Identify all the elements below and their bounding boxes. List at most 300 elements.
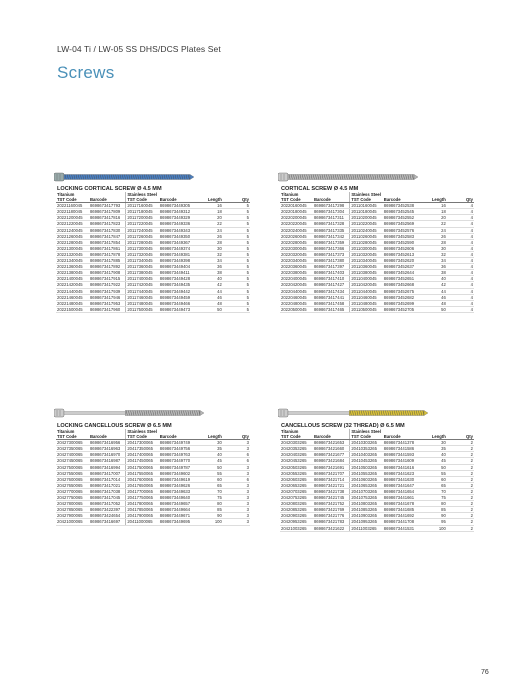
table-cell: 8698673452576 bbox=[383, 227, 420, 233]
table-cell: 8698673417830 bbox=[89, 227, 126, 233]
table-cell: 8698673417922 bbox=[89, 282, 126, 288]
table-cell: 20410403265 bbox=[350, 452, 383, 458]
table-cell: 22 bbox=[196, 221, 223, 227]
table-cell: 5 bbox=[223, 270, 250, 276]
table-cell: 50 bbox=[420, 306, 447, 312]
table-cell: 8698673416963 bbox=[89, 446, 126, 452]
table-cell: 55 bbox=[196, 470, 223, 476]
table-cell: 20110360045 bbox=[350, 264, 383, 270]
table-cell: 8698673452699 bbox=[383, 300, 420, 306]
table-cell: 8698673449749 bbox=[159, 440, 196, 446]
table-cell: 20411000065 bbox=[126, 519, 159, 525]
table-cell: 20221180045 bbox=[56, 209, 89, 215]
table-cell: 20417500065 bbox=[126, 464, 159, 470]
table-cell: 8698673449350 bbox=[159, 233, 196, 239]
table-cell: 20420453265 bbox=[280, 458, 313, 464]
table-cell: 8698673449428 bbox=[159, 276, 196, 282]
table-cell: 20110320045 bbox=[350, 251, 383, 257]
table-cell: 20220360045 bbox=[280, 264, 313, 270]
table-cell: 20427400065 bbox=[56, 452, 89, 458]
table-cell: 8698673441586 bbox=[383, 446, 420, 452]
table-cell: 8698673452675 bbox=[383, 288, 420, 294]
table-cell: 8698673452538 bbox=[383, 203, 420, 209]
table-cell: 20221500045 bbox=[56, 306, 89, 312]
table-cell: 20410503265 bbox=[350, 464, 383, 470]
locking-cancellous-screw-title: LOCKING CANCELLOUS SCREW Ø 6.5 MM bbox=[57, 423, 172, 429]
table-cell: 20117420045 bbox=[126, 282, 159, 288]
table-cell: 20221160045 bbox=[56, 203, 89, 209]
table-cell: 20420953265 bbox=[280, 519, 313, 525]
table-cell: 20220500045 bbox=[280, 306, 313, 312]
table-cell: 4 bbox=[447, 282, 474, 288]
table-cell: 34 bbox=[420, 258, 447, 264]
table-cell: 5 bbox=[223, 203, 250, 209]
column-header: Length bbox=[420, 434, 447, 440]
table-cell: 16 bbox=[196, 203, 223, 209]
table-cell: 20220160045 bbox=[280, 203, 313, 209]
table-cell: 95 bbox=[420, 519, 447, 525]
table-cell: 20117300045 bbox=[126, 245, 159, 251]
table-cell: 8698673417366 bbox=[313, 245, 350, 251]
table-cell: 8698673441708 bbox=[383, 519, 420, 525]
column-header: TST Code bbox=[56, 434, 89, 440]
table-cell: 8698673441630 bbox=[383, 476, 420, 482]
table-cell: 20417550065 bbox=[126, 470, 159, 476]
table-cell: 8698673416994 bbox=[89, 464, 126, 470]
table-cell: 8698673416970 bbox=[89, 452, 126, 458]
table-cell: 50 bbox=[196, 464, 223, 470]
column-header: Barcode bbox=[159, 197, 196, 203]
table-cell: 5 bbox=[223, 215, 250, 221]
table-cell: 4 bbox=[447, 227, 474, 233]
table-cell: 8698673449664 bbox=[159, 507, 196, 513]
table-cell: 20420603265 bbox=[280, 476, 313, 482]
material-stainless-header: Stainless Steel bbox=[126, 192, 250, 197]
column-header: Qty bbox=[447, 434, 474, 440]
table-cell: 20410853265 bbox=[350, 507, 383, 513]
table-cell: 8698673452552 bbox=[383, 215, 420, 221]
table-cell: 20110500045 bbox=[350, 306, 383, 312]
table-cell: 2 bbox=[447, 470, 474, 476]
table-cell: 8698673449305 bbox=[159, 203, 196, 209]
table-cell: 30 bbox=[420, 440, 447, 446]
table-cell: 8698673417878 bbox=[89, 251, 126, 257]
table-cell: 8698673417953 bbox=[89, 300, 126, 306]
table-cell: 20110260045 bbox=[350, 233, 383, 239]
table-cell: 100 bbox=[420, 525, 447, 531]
table-cell: 20410903265 bbox=[350, 513, 383, 519]
column-header: TST Code bbox=[280, 434, 313, 440]
table-cell: 8698673449619 bbox=[159, 476, 196, 482]
table-cell: 8698673417908 bbox=[89, 270, 126, 276]
table-cell: 44 bbox=[196, 288, 223, 294]
table-cell: 20220260045 bbox=[280, 233, 313, 239]
table-cell: 8698673441609 bbox=[383, 458, 420, 464]
table-cell: 20220220045 bbox=[280, 221, 313, 227]
table-cell: 20110180045 bbox=[350, 209, 383, 215]
table-cell: 20117260045 bbox=[126, 233, 159, 239]
table-cell: 4 bbox=[447, 239, 474, 245]
table-cell: 4 bbox=[447, 270, 474, 276]
table-cell: 46 bbox=[420, 294, 447, 300]
table-cell: 20117180045 bbox=[126, 209, 159, 215]
column-header: Length bbox=[196, 434, 223, 440]
table-cell: 8698673441685 bbox=[383, 507, 420, 513]
table-cell: 20221320045 bbox=[56, 251, 89, 257]
table-cell: 20427300065 bbox=[56, 440, 89, 446]
column-header: Qty bbox=[447, 197, 474, 203]
table-cell: 3 bbox=[223, 488, 250, 494]
table-cell: 20417850065 bbox=[126, 507, 159, 513]
table-cell: 20110480045 bbox=[350, 300, 383, 306]
table-cell: 20420653265 bbox=[280, 482, 313, 488]
table-cell: 40 bbox=[196, 452, 223, 458]
table-cell: 20221260045 bbox=[56, 233, 89, 239]
material-titanium-header: Titanium bbox=[57, 429, 75, 434]
table-cell: 45 bbox=[420, 458, 447, 464]
table-cell: 8698673417380 bbox=[313, 258, 350, 264]
table-cell: 8698673449459 bbox=[159, 294, 196, 300]
table-cell: 5 bbox=[223, 239, 250, 245]
table-cell: 70 bbox=[420, 488, 447, 494]
table-cell: 8698673449657 bbox=[159, 501, 196, 507]
table-cell: 8698673417021 bbox=[89, 482, 126, 488]
table-cell: 2 bbox=[447, 495, 474, 501]
table-cell: 46 bbox=[196, 294, 223, 300]
table-cell: 5 bbox=[223, 251, 250, 257]
table-cell: 8698673417892 bbox=[89, 264, 126, 270]
table-cell: 8698673417946 bbox=[89, 294, 126, 300]
table-cell: 20110160045 bbox=[350, 203, 383, 209]
column-header: Barcode bbox=[89, 434, 126, 440]
table-cell: 3 bbox=[223, 513, 250, 519]
locking-cortical-screw-table bbox=[56, 192, 250, 313]
table-cell: 20221420045 bbox=[56, 282, 89, 288]
table-cell: 8698673417816 bbox=[89, 215, 126, 221]
table-cell: 26 bbox=[196, 233, 223, 239]
table-cell: 8698673417847 bbox=[89, 233, 126, 239]
table-row bbox=[56, 519, 250, 525]
table-cell: 5 bbox=[223, 233, 250, 239]
table-cell: 8698673449374 bbox=[159, 245, 196, 251]
column-header: Barcode bbox=[159, 434, 196, 440]
table-cell: 50 bbox=[420, 464, 447, 470]
table-cell: 40 bbox=[196, 276, 223, 282]
table-cell: 20417750065 bbox=[126, 495, 159, 501]
table-cell: 8698673449763 bbox=[159, 452, 196, 458]
table-cell: 20221480045 bbox=[56, 300, 89, 306]
table-cell: 8698673441647 bbox=[383, 482, 420, 488]
table-cell: 8698673422397 bbox=[89, 507, 126, 513]
table-cell: 2 bbox=[447, 446, 474, 452]
table-cell: 8698673449435 bbox=[159, 282, 196, 288]
table-cell: 20427900065 bbox=[56, 513, 89, 519]
table-cell: 20221400045 bbox=[56, 276, 89, 282]
table-cell: 20410303265 bbox=[350, 440, 383, 446]
table-cell: 20221300045 bbox=[56, 245, 89, 251]
table-cell: 8698673417434 bbox=[313, 288, 350, 294]
table-cell: 3 bbox=[223, 507, 250, 513]
table-cell: 8698673421677 bbox=[313, 452, 350, 458]
table-cell: 8698673424654 bbox=[89, 513, 126, 519]
table-cell: 20410703265 bbox=[350, 488, 383, 494]
table-cell: 2 bbox=[447, 501, 474, 507]
table-cell: 20420853265 bbox=[280, 507, 313, 513]
table-cell: 8698673417373 bbox=[313, 251, 350, 257]
table-cell: 20221200045 bbox=[56, 215, 89, 221]
page-number: 76 bbox=[481, 669, 489, 676]
table-cell: 20221280045 bbox=[56, 239, 89, 245]
table-cell: 8698673421776 bbox=[313, 513, 350, 519]
table-cell: 3 bbox=[223, 440, 250, 446]
table-cell: 8698673449466 bbox=[159, 300, 196, 306]
table-cell: 20420703265 bbox=[280, 488, 313, 494]
table-cell: 20117400045 bbox=[126, 276, 159, 282]
locking-cortical-screw-image bbox=[54, 172, 194, 182]
table-cell: 20221340045 bbox=[56, 258, 89, 264]
table-cell: 85 bbox=[196, 507, 223, 513]
table-cell: 20420553265 bbox=[280, 470, 313, 476]
table-cell: 30 bbox=[420, 245, 447, 251]
cortical-screw-title: CORTICAL SCREW Ø 4.5 MM bbox=[281, 186, 359, 192]
table-cell: 28 bbox=[420, 239, 447, 245]
table-cell: 8698673417038 bbox=[89, 488, 126, 494]
table-cell: 8698673417397 bbox=[313, 264, 350, 270]
table-cell: 8698673417052 bbox=[89, 501, 126, 507]
table-cell: 20411003265 bbox=[350, 525, 383, 531]
table-cell: 8698673449695 bbox=[159, 519, 196, 525]
table-cell: 24 bbox=[420, 227, 447, 233]
table-cell: 20 bbox=[196, 215, 223, 221]
table-cell: 20417350065 bbox=[126, 446, 159, 452]
table-cell: 20417450065 bbox=[126, 458, 159, 464]
table-cell: 5 bbox=[223, 288, 250, 294]
table-cell: 5 bbox=[223, 245, 250, 251]
table-cell: 32 bbox=[196, 251, 223, 257]
table-cell: 6 bbox=[223, 452, 250, 458]
column-header: Barcode bbox=[313, 197, 350, 203]
table-cell: 8698673421653 bbox=[313, 440, 350, 446]
table-cell: 8698673417458 bbox=[313, 300, 350, 306]
table-cell: 20427700065 bbox=[56, 488, 89, 494]
table-cell: 38 bbox=[196, 270, 223, 276]
table-cell: 4 bbox=[447, 233, 474, 239]
table-cell: 8698673417854 bbox=[89, 239, 126, 245]
table-cell: 4 bbox=[447, 221, 474, 227]
table-cell: 8698673417403 bbox=[313, 270, 350, 276]
table-cell: 20221440045 bbox=[56, 288, 89, 294]
table-cell: 8698673417045 bbox=[89, 495, 126, 501]
table-cell: 20117280045 bbox=[126, 239, 159, 245]
column-header: Qty bbox=[223, 197, 250, 203]
table-cell: 8698673449787 bbox=[159, 464, 196, 470]
cancellous-screw-table bbox=[280, 429, 474, 532]
table-cell: 8698673452644 bbox=[383, 270, 420, 276]
column-header: TST Code bbox=[56, 197, 89, 203]
table-cell: 2 bbox=[447, 488, 474, 494]
table-cell: 20110340045 bbox=[350, 258, 383, 264]
table-cell: 85 bbox=[420, 507, 447, 513]
table-cell: 20410753265 bbox=[350, 495, 383, 501]
table-cell: 8698673441616 bbox=[383, 464, 420, 470]
table-cell: 8698673452620 bbox=[383, 258, 420, 264]
table-cell: 8698673421769 bbox=[313, 507, 350, 513]
table-cell: 20427800065 bbox=[56, 501, 89, 507]
table-cell: 20221360045 bbox=[56, 264, 89, 270]
table-cell: 20110280045 bbox=[350, 239, 383, 245]
table-cell: 20110240045 bbox=[350, 227, 383, 233]
material-stainless-header: Stainless Steel bbox=[126, 429, 250, 434]
material-stainless-header: Stainless Steel bbox=[350, 429, 474, 434]
column-header: TST Code bbox=[350, 434, 383, 440]
table-cell: 8698673417410 bbox=[313, 276, 350, 282]
table-cell: 5 bbox=[223, 209, 250, 215]
table-cell: 8698673452705 bbox=[383, 306, 420, 312]
cancellous-screw-title: CANCELLOUS SCREW (32 THREAD) Ø 6.5 MM bbox=[281, 423, 405, 429]
material-titanium-header: Titanium bbox=[281, 192, 299, 197]
table-cell: 42 bbox=[420, 282, 447, 288]
table-cell: 2 bbox=[447, 458, 474, 464]
table-cell: 8698673417298 bbox=[313, 203, 350, 209]
column-header: Barcode bbox=[89, 197, 126, 203]
table-cell: 8698673421721 bbox=[313, 482, 350, 488]
table-cell: 24 bbox=[196, 227, 223, 233]
table-cell: 5 bbox=[223, 258, 250, 264]
table-cell: 40 bbox=[420, 452, 447, 458]
table-cell: 8698673421691 bbox=[313, 464, 350, 470]
table-cell: 8698673449602 bbox=[159, 470, 196, 476]
table-cell: 8698673449343 bbox=[159, 227, 196, 233]
table-cell: 4 bbox=[447, 258, 474, 264]
table-cell: 2 bbox=[447, 482, 474, 488]
table-cell: 2 bbox=[447, 519, 474, 525]
table-cell: 20420903265 bbox=[280, 513, 313, 519]
table-cell: 20 bbox=[420, 215, 447, 221]
table-cell: 20427350065 bbox=[56, 446, 89, 452]
table-cell: 4 bbox=[447, 251, 474, 257]
table-cell: 20117480045 bbox=[126, 300, 159, 306]
table-cell: 8698673449336 bbox=[159, 221, 196, 227]
table-cell: 8698673417960 bbox=[89, 306, 126, 312]
table-cell: 20117240045 bbox=[126, 227, 159, 233]
table-cell: 50 bbox=[196, 306, 223, 312]
table-cell: 2 bbox=[447, 464, 474, 470]
table-cell: 8698673416956 bbox=[89, 440, 126, 446]
table-cell: 8698673421660 bbox=[313, 446, 350, 452]
table-cell: 75 bbox=[420, 495, 447, 501]
table-cell: 20417600065 bbox=[126, 476, 159, 482]
table-cell: 8698673417885 bbox=[89, 258, 126, 264]
table-cell: 3 bbox=[223, 464, 250, 470]
table-cell: 20421003265 bbox=[280, 525, 313, 531]
table-row bbox=[56, 306, 250, 312]
table-cell: 8698673421752 bbox=[313, 501, 350, 507]
table-cell: 20220440045 bbox=[280, 288, 313, 294]
table-cell: 100 bbox=[196, 519, 223, 525]
table-cell: 4 bbox=[447, 203, 474, 209]
table-cell: 42 bbox=[196, 282, 223, 288]
table-cell: 70 bbox=[196, 488, 223, 494]
table-cell: 20117200045 bbox=[126, 215, 159, 221]
table-cell: 20421000065 bbox=[56, 519, 89, 525]
table-cell: 20117320045 bbox=[126, 251, 159, 257]
table-cell: 80 bbox=[196, 501, 223, 507]
table-cell: 4 bbox=[447, 245, 474, 251]
table-cell: 60 bbox=[420, 476, 447, 482]
table-row bbox=[280, 306, 474, 312]
table-cell: 8698673441531 bbox=[383, 525, 420, 531]
table-cell: 36 bbox=[196, 264, 223, 270]
cancellous-screw-image bbox=[278, 408, 428, 418]
table-cell: 30 bbox=[196, 440, 223, 446]
table-cell: 20221460045 bbox=[56, 294, 89, 300]
table-cell: 8698673452637 bbox=[383, 264, 420, 270]
table-cell: 20117460045 bbox=[126, 294, 159, 300]
table-cell: 20410803265 bbox=[350, 501, 383, 507]
table-cell: 40 bbox=[420, 276, 447, 282]
table-cell: 4 bbox=[447, 276, 474, 282]
table-cell: 20427500065 bbox=[56, 464, 89, 470]
table-cell: 18 bbox=[420, 209, 447, 215]
table-cell: 20220420045 bbox=[280, 282, 313, 288]
table-cell: 20220300045 bbox=[280, 245, 313, 251]
column-header: TST Code bbox=[126, 197, 159, 203]
table-cell: 20110300045 bbox=[350, 245, 383, 251]
table-cell: 60 bbox=[196, 476, 223, 482]
column-header: Barcode bbox=[313, 434, 350, 440]
table-cell: 2 bbox=[447, 525, 474, 531]
table-cell: 8698673449404 bbox=[159, 264, 196, 270]
table-cell: 8698673449381 bbox=[159, 251, 196, 257]
table-cell: 44 bbox=[420, 288, 447, 294]
table-cell: 20117500045 bbox=[126, 306, 159, 312]
table-cell: 8698673452606 bbox=[383, 245, 420, 251]
table-cell: 20220340045 bbox=[280, 258, 313, 264]
table-cell: 20420803265 bbox=[280, 501, 313, 507]
table-cell: 48 bbox=[420, 300, 447, 306]
table-cell: 8698673441623 bbox=[383, 470, 420, 476]
table-cell: 8698673441593 bbox=[383, 452, 420, 458]
table-cell: 8698673421707 bbox=[313, 470, 350, 476]
table-cell: 8698673417809 bbox=[89, 209, 126, 215]
table-cell: 8698673417441 bbox=[313, 294, 350, 300]
table-cell: 5 bbox=[223, 282, 250, 288]
table-cell: 20117440045 bbox=[126, 288, 159, 294]
table-cell: 20117360045 bbox=[126, 264, 159, 270]
table-cell: 35 bbox=[420, 446, 447, 452]
table-cell: 80 bbox=[420, 501, 447, 507]
table-cell: 8698673449367 bbox=[159, 239, 196, 245]
table-cell: 3 bbox=[223, 446, 250, 452]
table-cell: 20110200045 bbox=[350, 215, 383, 221]
table-cell: 20220180045 bbox=[280, 209, 313, 215]
table-cell: 8698673417328 bbox=[313, 221, 350, 227]
table-cell: 20117220045 bbox=[126, 221, 159, 227]
table-cell: 20410353265 bbox=[350, 446, 383, 452]
table-cell: 4 bbox=[447, 209, 474, 215]
table-cell: 35 bbox=[196, 446, 223, 452]
column-header: Qty bbox=[223, 434, 250, 440]
table-cell: 8698673417465 bbox=[313, 306, 350, 312]
table-cell: 20410603265 bbox=[350, 476, 383, 482]
table-cell: 2 bbox=[447, 513, 474, 519]
table-cell: 8698673449640 bbox=[159, 495, 196, 501]
table-cell: 5 bbox=[223, 294, 250, 300]
table-cell: 55 bbox=[420, 470, 447, 476]
table-cell: 20110440045 bbox=[350, 288, 383, 294]
table-row bbox=[280, 525, 474, 531]
material-titanium-header: Titanium bbox=[57, 192, 75, 197]
